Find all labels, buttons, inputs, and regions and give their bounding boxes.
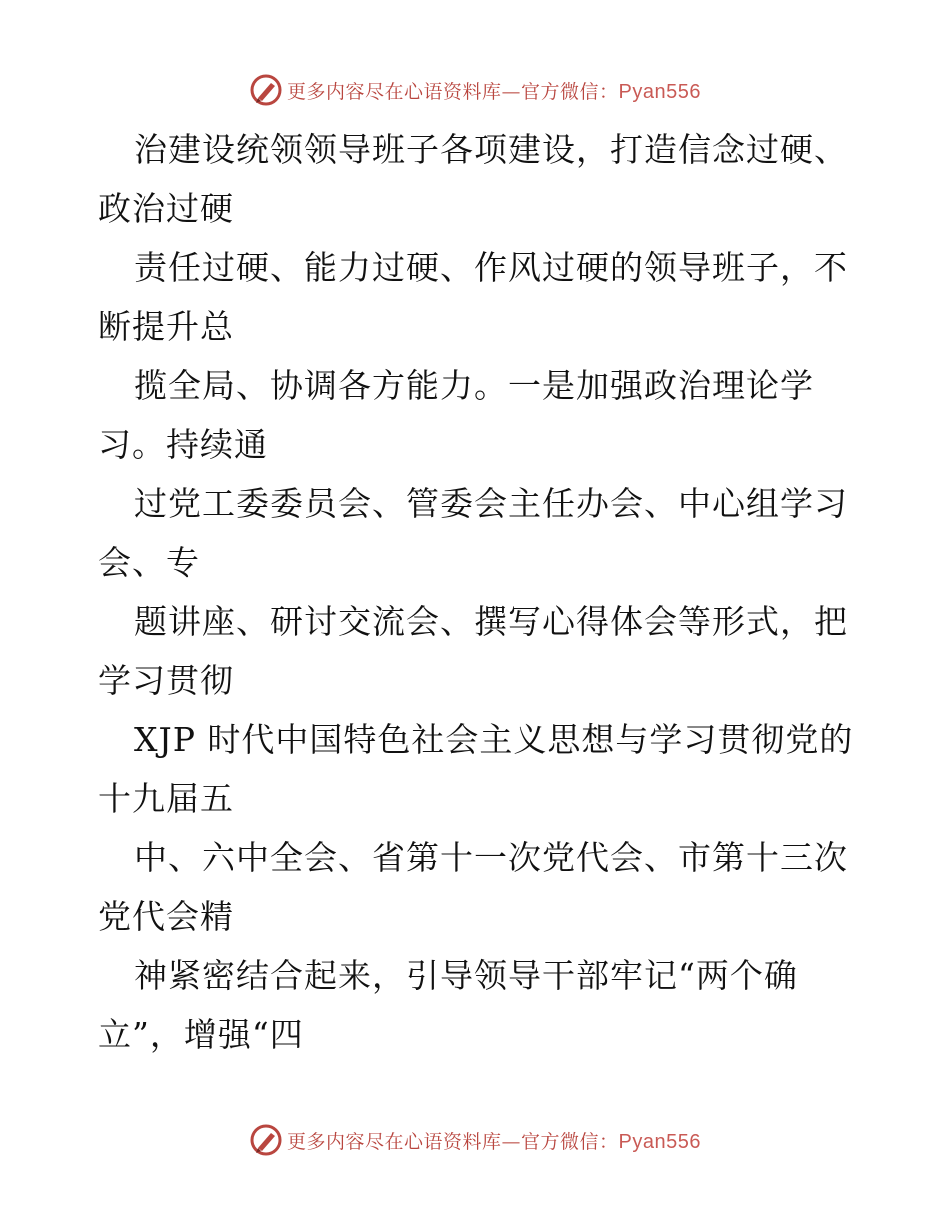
paragraph: [98, 120, 868, 238]
paragraph: [98, 238, 868, 356]
paragraph: [98, 592, 868, 710]
watermark-text: 更多内容尽在心语资料库—官方微信：Pyan556: [287, 1130, 701, 1153]
text-line: 习。持续通: [98, 425, 268, 464]
pen-logo-icon: [249, 73, 283, 107]
text-line: 责任过硬、能力过硬、作风过硬的领导班子，不: [134, 248, 848, 287]
document-body: [98, 120, 868, 1064]
text-line: 揽全局、协调各方能力。一是加强政治理论学: [134, 366, 814, 405]
paragraph: [98, 710, 868, 828]
text-line: XJP 时代中国特色社会主义思想与学习贯彻党的: [134, 720, 854, 759]
pen-logo-icon: [249, 1123, 283, 1157]
text-line: 中、六中全会、省第十一次党代会、市第十三次: [134, 838, 848, 877]
text-line: 党代会精: [98, 897, 234, 936]
text-line: 十九届五: [98, 779, 234, 818]
text-line: 过党工委委员会、管委会主任办会、中心组学习: [134, 484, 848, 523]
watermark-text: 更多内容尽在心语资料库—官方微信：Pyan556: [287, 80, 701, 103]
paragraph: [98, 946, 868, 1064]
paragraph: [98, 474, 868, 592]
text-line: 神紧密结合起来，引导领导干部牢记“两个确: [134, 956, 798, 995]
text-line: 政治过硬: [98, 189, 234, 228]
text-line: 断提升总: [98, 307, 234, 346]
text-line: 会、专: [98, 543, 200, 582]
watermark-footer: [0, 1118, 950, 1162]
text-line: 立”，增强“四: [98, 1015, 304, 1054]
paragraph: [98, 356, 868, 474]
text-line: 治建设统领领导班子各项建设，打造信念过硬、: [134, 130, 848, 169]
text-line: 题讲座、研讨交流会、撰写心得体会等形式，把: [134, 602, 848, 641]
watermark-header: [0, 68, 950, 112]
paragraph: [98, 828, 868, 946]
text-line: 学习贯彻: [98, 661, 234, 700]
